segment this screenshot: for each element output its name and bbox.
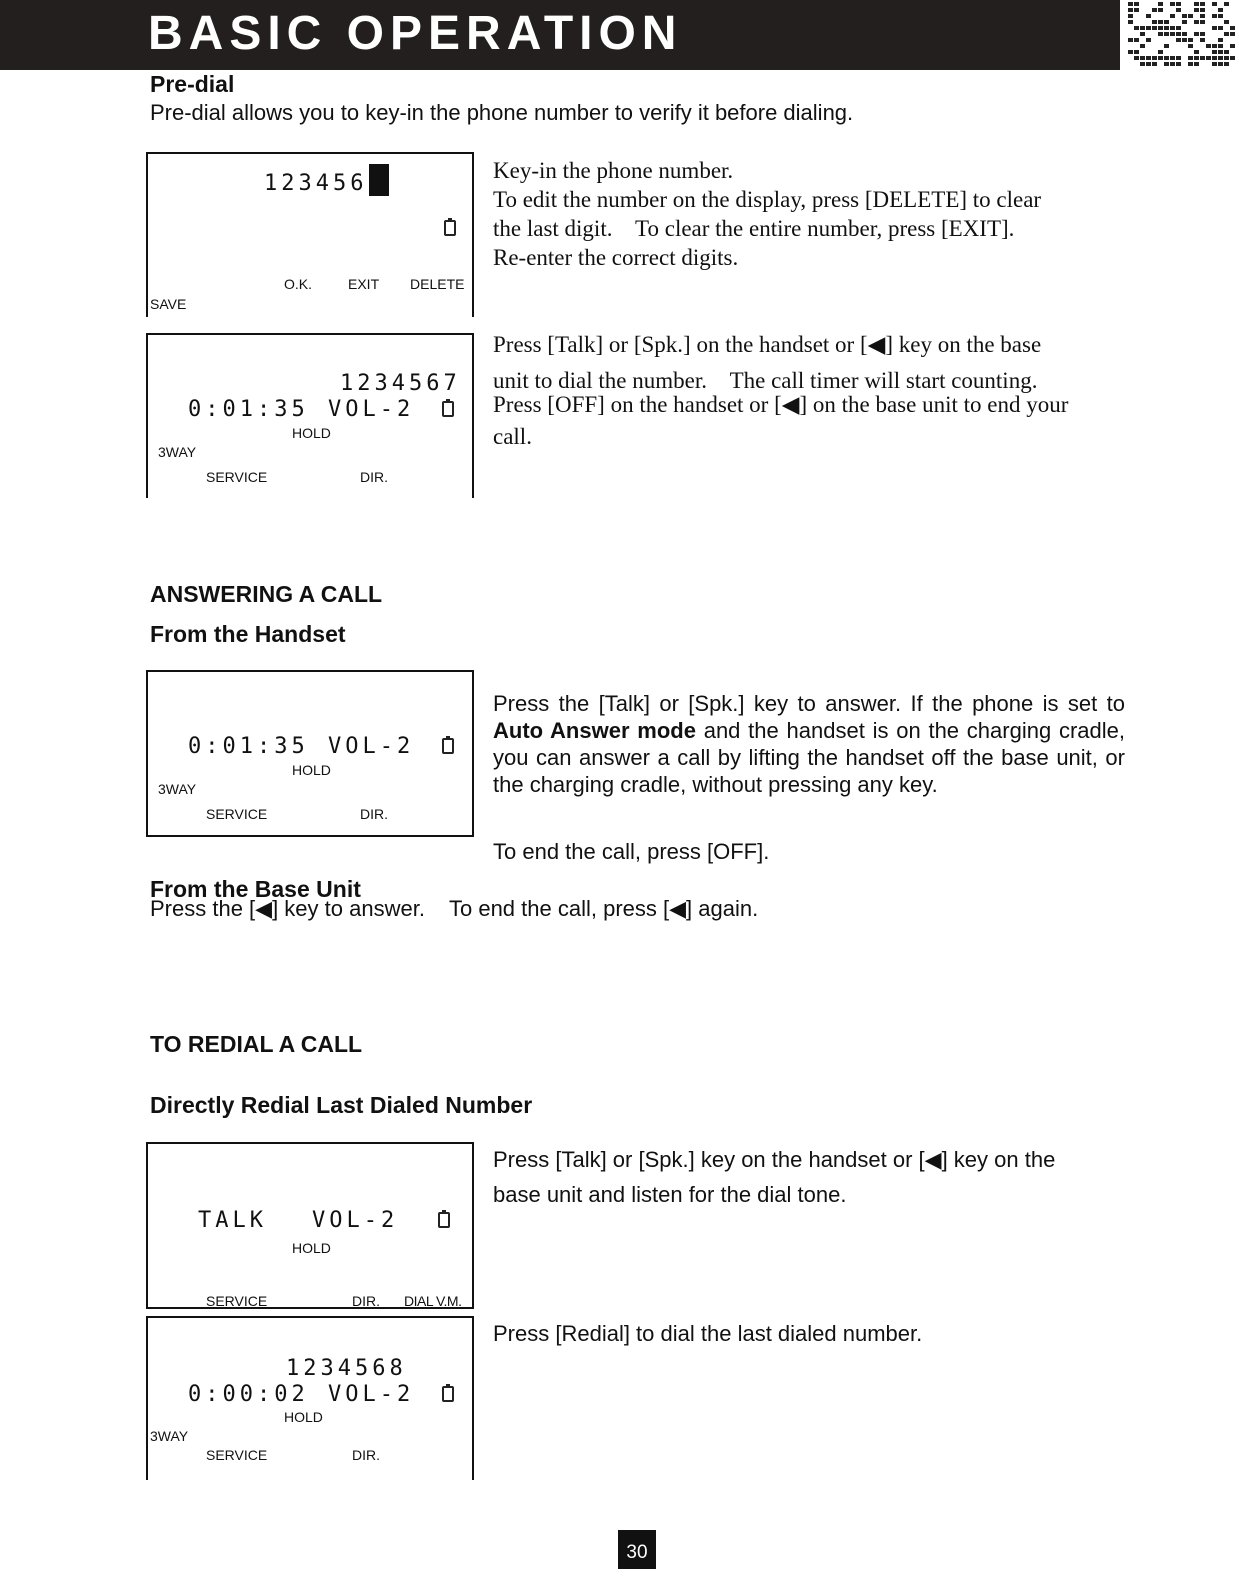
- qr-cell: [1224, 32, 1229, 36]
- qr-cell: [1188, 56, 1193, 60]
- lcd-volume: VOL-2: [328, 734, 415, 759]
- speaker-icon: ◀: [255, 896, 273, 921]
- qr-cell: [1134, 8, 1139, 12]
- lcd-timer: 0:00:02: [188, 1382, 309, 1407]
- lcd-hold: HOLD: [292, 425, 331, 441]
- qr-cell: [1182, 32, 1187, 36]
- lcd-hold: HOLD: [292, 762, 331, 778]
- qr-cell: [1212, 26, 1217, 30]
- qr-cell: [1194, 50, 1199, 54]
- answering-heading: ANSWERING A CALL: [150, 581, 383, 607]
- redial-heading: TO REDIAL A CALL: [150, 1031, 363, 1057]
- softkey-exit: EXIT: [348, 276, 380, 292]
- softkey-ok: O.K.: [284, 276, 313, 292]
- qr-cell: [1224, 2, 1229, 6]
- qr-cell: [1188, 62, 1193, 66]
- qr-cell: [1140, 56, 1145, 60]
- redial-last-number-text: Press [Redial] to dial the last dialed number.: [493, 1321, 923, 1346]
- redial-instructions: [493, 1142, 1055, 1212]
- qr-cell: [1158, 26, 1163, 30]
- qr-cell: [1212, 14, 1217, 18]
- text-line: Re-enter the correct digits.: [493, 245, 739, 270]
- qr-cell: [1194, 62, 1199, 66]
- lcd-display-talk: [146, 1142, 474, 1309]
- qr-cell: [1128, 20, 1133, 24]
- qr-cell: [1134, 50, 1139, 54]
- qr-cell: [1128, 14, 1133, 18]
- qr-cell: [1224, 56, 1229, 60]
- lcd-hold: HOLD: [284, 1409, 323, 1425]
- predial-intro: Pre-dial allows you to key-in the phone number to verify it before dialing.: [150, 100, 854, 125]
- qr-cell: [1164, 62, 1169, 66]
- qr-cell: [1170, 14, 1175, 18]
- qr-cell: [1176, 8, 1181, 12]
- qr-cell: [1200, 20, 1205, 24]
- qr-cell: [1188, 14, 1193, 18]
- qr-cell: [1188, 38, 1193, 42]
- page-number: 30: [618, 1530, 656, 1569]
- qr-cell: [1218, 50, 1223, 54]
- qr-cell: [1170, 56, 1175, 60]
- lcd-3way: 3WAY: [158, 444, 197, 460]
- qr-cell: [1194, 2, 1199, 6]
- text-line: call.: [493, 424, 532, 449]
- qr-cell: [1140, 32, 1145, 36]
- qr-cell: [1218, 38, 1223, 42]
- battery-icon: [442, 1386, 454, 1402]
- auto-answer-emphasis: Auto Answer mode: [493, 718, 696, 743]
- qr-cell: [1224, 62, 1229, 66]
- qr-cell: [1152, 20, 1157, 24]
- qr-cell: [1158, 2, 1163, 6]
- text-part: Press [OFF] on the handset or [: [493, 392, 782, 417]
- speaker-icon: ◀: [867, 332, 886, 357]
- qr-cell: [1194, 8, 1199, 12]
- qr-cell: [1212, 56, 1217, 60]
- softkey-delete: DELETE: [410, 276, 465, 292]
- qr-cell: [1128, 2, 1133, 6]
- lcd-3way: 3WAY: [150, 1428, 189, 1444]
- qr-cell: [1170, 26, 1175, 30]
- qr-cell: [1212, 50, 1217, 54]
- qr-cell: [1170, 32, 1175, 36]
- qr-cell: [1134, 26, 1139, 30]
- dial-instructions: [493, 330, 1133, 452]
- qr-cell: [1182, 38, 1187, 42]
- qr-cell: [1218, 62, 1223, 66]
- text-part: and the handset is on the charging cradle, you can answer a call by lifting the handset off the base unit, or the charging cradle, without pressing any key.: [493, 718, 1125, 797]
- lcd-service: SERVICE: [206, 469, 268, 485]
- qr-cell: [1170, 2, 1175, 6]
- lcd-number: 123456: [264, 171, 368, 196]
- lcd-number: 1234568: [286, 1356, 407, 1381]
- qr-cell: [1206, 56, 1211, 60]
- lcd-service: SERVICE: [206, 806, 268, 822]
- qr-cell: [1230, 56, 1235, 60]
- battery-icon: [442, 738, 454, 754]
- qr-cell: [1194, 56, 1199, 60]
- lcd-number: 1234567: [340, 371, 461, 396]
- base-unit-text: [150, 896, 758, 922]
- base-unit-subheading: From the Base Unit: [150, 876, 361, 902]
- battery-icon: [442, 401, 454, 417]
- qr-cell: [1230, 32, 1235, 36]
- text-line: unit to dial the number. The call timer will start counting.: [493, 368, 1038, 393]
- qr-cell: [1224, 50, 1229, 54]
- qr-cell: [1200, 8, 1205, 12]
- text-part: ] key on the base: [885, 332, 1042, 357]
- battery-icon: [438, 1212, 450, 1228]
- text-part: ] on the base unit to end your: [799, 392, 1069, 417]
- page-title: BASIC OPERATION: [148, 7, 683, 60]
- qr-cell: [1158, 8, 1163, 12]
- qr-cell: [1176, 2, 1181, 6]
- qr-cell: [1230, 26, 1235, 30]
- lcd-timer: 0:01:35: [188, 397, 309, 422]
- text-line: base unit and listen for the dial tone.: [493, 1182, 847, 1207]
- qr-cell: [1176, 62, 1181, 66]
- handset-subheading: From the Handset: [150, 621, 346, 647]
- qr-cell: [1200, 56, 1205, 60]
- qr-cell: [1176, 38, 1181, 42]
- qr-cell: [1182, 20, 1187, 24]
- text-line: the last digit. To clear the entire number, press [EXIT].: [493, 216, 1015, 241]
- lcd-timer: 0:01:35: [188, 734, 309, 759]
- qr-cell: [1230, 44, 1235, 48]
- text-part: ] again.: [686, 896, 759, 921]
- qr-cell: [1176, 56, 1181, 60]
- qr-cell: [1194, 20, 1199, 24]
- text-part: Press the [Talk] or [Spk.] key to answer. If the phone is set to: [493, 691, 1125, 716]
- qr-cell: [1140, 26, 1145, 30]
- lcd-volume: VOL-2: [312, 1208, 399, 1233]
- qr-cell: [1206, 44, 1211, 48]
- lcd-service: SERVICE: [206, 1293, 268, 1309]
- speaker-icon: ◀: [781, 392, 800, 417]
- qr-cell: [1200, 38, 1205, 42]
- battery-icon: [444, 220, 456, 236]
- lcd-service: SERVICE: [206, 1447, 268, 1463]
- qr-cell: [1164, 56, 1169, 60]
- speaker-icon: ◀: [924, 1147, 942, 1172]
- qr-cell: [1224, 20, 1229, 24]
- qr-cell: [1176, 32, 1181, 36]
- lcd-display-predial: [146, 152, 474, 317]
- lcd-digits: [264, 164, 389, 196]
- qr-cell: [1212, 2, 1217, 6]
- qr-cell: [1128, 38, 1133, 42]
- qr-cell: [1200, 14, 1205, 18]
- qr-cell: [1146, 62, 1151, 66]
- lcd-talk: TALK: [198, 1208, 267, 1233]
- qr-cell: [1152, 26, 1157, 30]
- qr-cell: [1128, 50, 1133, 54]
- qr-cell: [1188, 44, 1193, 48]
- lcd-dir: DIR.: [360, 806, 388, 822]
- qr-cell: [1146, 56, 1151, 60]
- qr-cell: [1218, 56, 1223, 60]
- text-part: Press [Talk] or [Spk.] key on the handset or [: [493, 1147, 925, 1172]
- text-part: ] key on the: [941, 1147, 1056, 1172]
- qr-cell: [1194, 32, 1199, 36]
- end-call-text: To end the call, press [OFF].: [493, 839, 770, 864]
- qr-cell: [1218, 26, 1223, 30]
- qr-cell: [1146, 26, 1151, 30]
- qr-cell: [1212, 44, 1217, 48]
- qr-cell: [1212, 62, 1217, 66]
- text-part: Press the [: [150, 896, 256, 921]
- softkey-save: SAVE: [150, 296, 187, 312]
- qr-cell: [1182, 14, 1187, 18]
- predial-heading: Pre-dial: [150, 71, 235, 97]
- text-part: Press [Talk] or [Spk.] on the handset or [: [493, 332, 868, 357]
- qr-cell: [1164, 20, 1169, 24]
- lcd-dir: DIR.: [352, 1293, 380, 1309]
- text-line: Key-in the phone number.: [493, 158, 734, 183]
- qr-cell: [1128, 8, 1133, 12]
- qr-cell: [1134, 2, 1139, 6]
- qr-cell: [1140, 44, 1145, 48]
- speaker-icon: ◀: [669, 896, 687, 921]
- qr-cell: [1152, 62, 1157, 66]
- cursor-block: [369, 164, 389, 196]
- qr-cell: [1146, 14, 1151, 18]
- lcd-3way: 3WAY: [158, 781, 197, 797]
- qr-cell: [1200, 2, 1205, 6]
- qr-cell: [1152, 56, 1157, 60]
- qr-cell: [1218, 14, 1223, 18]
- qr-cell: [1158, 32, 1163, 36]
- text-line: To edit the number on the display, press [DELETE] to clear: [493, 187, 1042, 212]
- qr-cell: [1200, 32, 1205, 36]
- redial-subheading: Directly Redial Last Dialed Number: [150, 1092, 533, 1118]
- qr-cell: [1158, 56, 1163, 60]
- lcd-hold: HOLD: [292, 1240, 331, 1256]
- lcd-dial-vm: DIAL V.M.: [404, 1293, 462, 1309]
- lcd-dir: DIR.: [352, 1447, 380, 1463]
- lcd-volume: VOL-2: [328, 1382, 415, 1407]
- qr-cell: [1218, 44, 1223, 48]
- lcd-display-redial: [146, 1316, 474, 1480]
- qr-cell: [1170, 62, 1175, 66]
- qr-cell: [1164, 26, 1169, 30]
- qr-cell: [1134, 56, 1139, 60]
- qr-cell: [1164, 32, 1169, 36]
- text-part: ] key to answer. To end the call, press [: [272, 896, 670, 921]
- qr-cell: [1158, 50, 1163, 54]
- qr-cell: [1134, 38, 1139, 42]
- qr-cell: [1140, 62, 1145, 66]
- lcd-volume: VOL-2: [328, 397, 415, 422]
- qr-cell: [1164, 44, 1169, 48]
- qr-cell: [1152, 8, 1157, 12]
- qr-cell: [1158, 20, 1163, 24]
- qr-cell: [1176, 26, 1181, 30]
- qr-code-graphic: [1128, 2, 1238, 70]
- answer-instructions: [493, 690, 1125, 798]
- predial-instructions: [493, 156, 1133, 272]
- qr-cell: [1146, 38, 1151, 42]
- lcd-display-dialing: [146, 333, 474, 498]
- qr-cell: [1218, 8, 1223, 12]
- lcd-dir: DIR.: [360, 469, 388, 485]
- lcd-display-answer: [146, 670, 474, 837]
